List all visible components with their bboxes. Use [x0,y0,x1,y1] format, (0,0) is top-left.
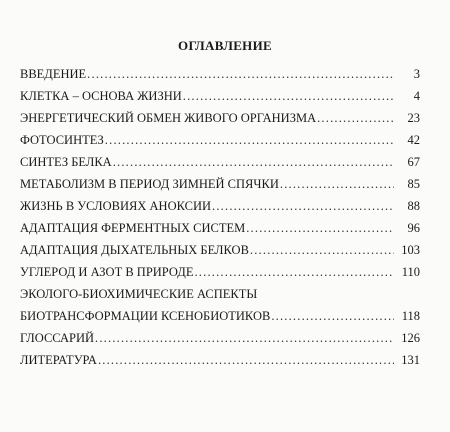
dot-leader [212,198,394,214]
toc-entry-label: ЖИЗНЬ В УСЛОВИЯХ АНОКСИИ [20,199,212,213]
toc-entry-page: 110 [401,265,420,279]
toc-entry-label: ЛИТЕРАТУРА [20,353,97,367]
dot-leader [280,176,394,192]
toc-entry-anoxia[interactable] [20,198,420,214]
toc-entry-page: 126 [401,331,420,345]
toc-entry-page: 103 [401,243,420,257]
toc-entry-hibernation[interactable] [20,176,420,192]
dot-leader [87,66,394,82]
page-title: ОГЛАВЛЕНИЕ [178,38,272,53]
dot-leader [95,330,394,346]
toc-entry-page: 131 [401,353,420,367]
dot-leader [246,220,394,236]
toc-entry-page: 23 [407,111,420,125]
toc-entry-respiratory-proteins[interactable] [20,242,420,258]
toc-entry-page: 96 [407,221,420,235]
toc-entry-label: АДАПТАЦИЯ ДЫХАТЕЛЬНЫХ БЕЛКОВ [20,243,249,257]
dot-leader [194,264,394,280]
toc-entry-enzyme-adaptation[interactable] [20,220,420,236]
toc-entry-introduction[interactable] [20,66,420,82]
toc-entry-label: УГЛЕРОД И АЗОТ В ПРИРОДЕ [20,265,194,279]
toc-entry-label: ВВЕДЕНИЕ [20,67,87,81]
toc-entry-label: АДАПТАЦИЯ ФЕРМЕНТНЫХ СИСТЕМ [20,221,246,235]
toc-entry-page: 118 [401,309,420,323]
toc-entry-label: ГЛОССАРИЙ [20,331,95,345]
dot-leader [98,352,394,368]
dot-leader [317,110,394,126]
toc-entry-label-line1: ЭКОЛОГО-БИОХИМИЧЕСКИЕ АСПЕКТЫ [20,287,258,301]
toc-entry-literature[interactable] [20,352,420,368]
toc-entry-glossary[interactable] [20,330,420,346]
dot-leader [271,308,394,324]
toc-entry-page: 88 [407,199,420,213]
toc-entry-xenobiotics[interactable] [20,286,420,324]
dot-leader [105,132,394,148]
toc-entry-page: 3 [413,67,420,81]
dot-leader [183,88,394,104]
dot-leader [113,154,394,170]
toc-entry-page: 85 [407,177,420,191]
toc-entry-carbon-nitrogen[interactable] [20,264,420,280]
toc-entry-page: 4 [413,89,420,103]
toc-entry-energy-metabolism[interactable] [20,110,420,126]
toc-entry-protein-synthesis[interactable] [20,154,420,170]
toc-entry-label: МЕТАБОЛИЗМ В ПЕРИОД ЗИМНЕЙ СПЯЧКИ [20,177,279,191]
toc-entry-label: ФОТОСИНТЕЗ [20,133,104,147]
toc-entry-label: БИОТРАНСФОРМАЦИИ КСЕНОБИОТИКОВ [20,309,271,323]
toc-entry-label: СИНТЕЗ БЕЛКА [20,155,112,169]
toc-entry-photosynthesis[interactable] [20,132,420,148]
toc-entry-page: 42 [407,133,420,147]
toc-entry-page: 67 [407,155,420,169]
toc-entry-label: КЛЕТКА – ОСНОВА ЖИЗНИ [20,89,182,103]
toc-entry-label: ЭНЕРГЕТИЧЕСКИЙ ОБМЕН ЖИВОГО ОРГАНИЗМА [20,111,317,125]
dot-leader [250,242,394,258]
toc-entry-cell[interactable] [20,88,420,104]
